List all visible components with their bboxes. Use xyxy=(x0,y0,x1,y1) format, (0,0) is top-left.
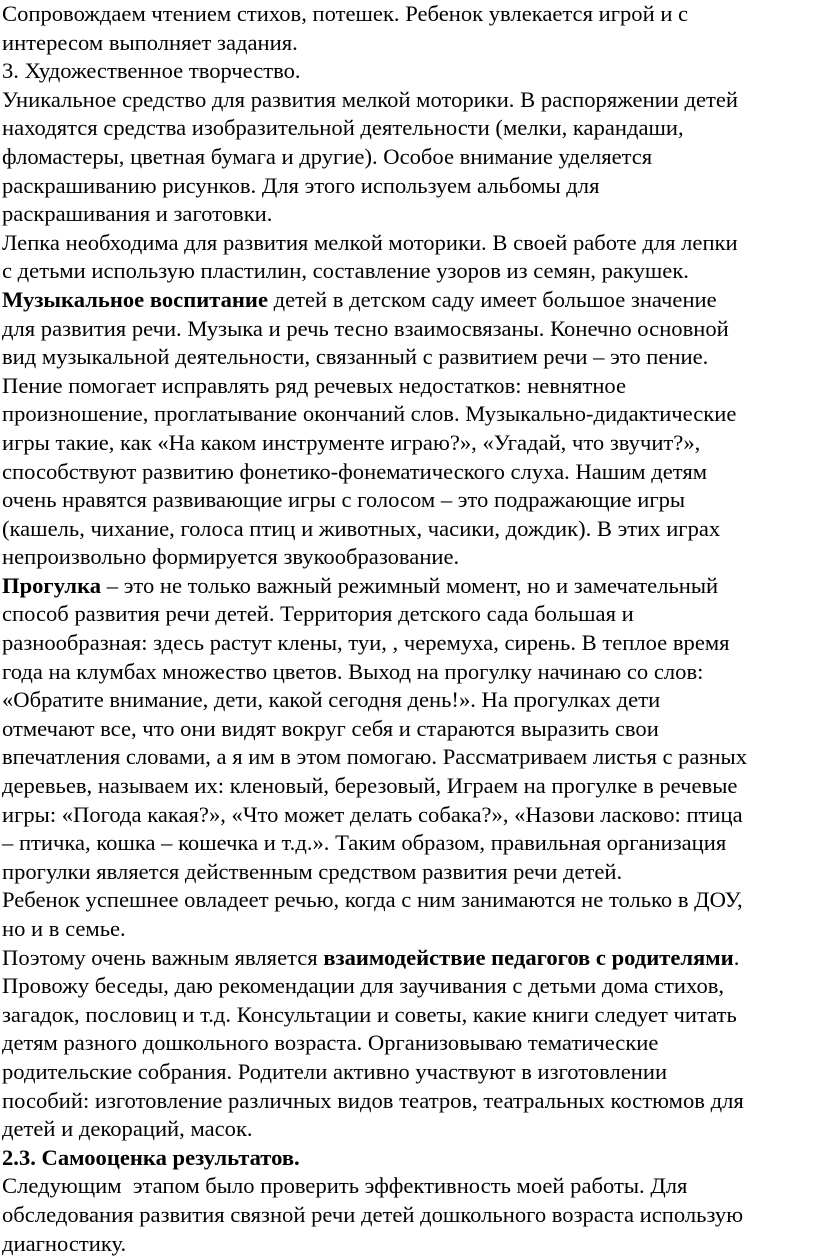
section-heading-art: 3. Художественное творчество. xyxy=(2,58,301,84)
text-line: Сопровождаем чтением стихов, потешек. Ребенок увлекается игрой и с xyxy=(2,1,689,26)
text-line: произношение, проглатывание окончаний слов. Музыкально-дидактические xyxy=(2,401,737,427)
text-line: находятся средства изобразительной деятельности (мелки, карандаши, xyxy=(2,115,684,141)
text-line: пособий: изготовление различных видов театров, театральных костюмов для xyxy=(2,1087,744,1113)
text-line: Пение помогает исправлять ряд речевых недостатков: невнятное xyxy=(2,372,627,398)
bold-term-parents: взаимодействие педагогов с родителями xyxy=(323,944,734,970)
text-line: отмечают все, что они видят вокруг себя и стараются выразить свои xyxy=(2,715,659,741)
text-line: раскрашиванию рисунков. Для этого используем альбомы для xyxy=(2,172,600,198)
text-line: фломастеры, цветная бумага и другие). Особое внимание уделяется xyxy=(2,143,653,169)
text-line: игры: «Погода какая?», «Что может делать собака?», «Назови ласково: птица xyxy=(2,801,743,827)
text-line: Следующим этапом было проверить эффективность моей работы. Для xyxy=(2,1173,688,1199)
text-line: очень нравятся развивающие игры с голосом – это подражающие игры xyxy=(2,487,686,513)
text-line: Уникальное средство для развития мелкой моторики. В распоряжении детей xyxy=(2,86,739,112)
text-line: прогулки является действенным средством развития речи детей. xyxy=(2,858,623,884)
text-line: загадок, пословиц и т.д. Консультации и советы, какие книги следует читать xyxy=(2,1001,737,1027)
text-line: обследования развития связной речи детей дошкольного возраста использую xyxy=(2,1201,744,1227)
text-run: детей в детском саду имеет большое значение xyxy=(267,286,717,312)
bold-heading: 2.3. Самооценка результатов. xyxy=(2,1144,300,1170)
text-line-parents xyxy=(2,944,810,973)
text-line: впечатления словами, а я им в этом помогаю. Рассматриваем листья с разных xyxy=(2,744,747,770)
text-line: деревьев, называем их: кленовый, березовый, Играем на прогулке в речевые xyxy=(2,773,738,799)
text-line: способ развития речи детей. Территория детского сада большая и xyxy=(2,601,634,627)
section-heading-self-assessment xyxy=(2,1144,810,1173)
text-run: Поэтому очень важным является xyxy=(2,944,324,970)
text-run: . xyxy=(733,944,740,970)
text-line: родительские собрания. Родители активно участвуют в изготовлении xyxy=(2,1058,668,1084)
text-line: но и в семье. xyxy=(2,916,126,941)
text-line: Провожу беседы, даю рекомендации для заучивания с детьми дома стихов, xyxy=(2,973,725,999)
text-line: игры такие, как «На каком инструменте играю?», «Угадай, что звучит?», xyxy=(2,429,701,455)
text-line: детям разного дошкольного возраста. Организовываю тематические xyxy=(2,1030,659,1056)
text-line: Ребенок успешнее овладеет речью, когда с ним занимаются не только в ДОУ, xyxy=(2,887,743,913)
text-line: непроизвольно формируется звукообразование. xyxy=(2,544,460,570)
text-line-music xyxy=(2,286,810,315)
text-line: для развития речи. Музыка и речь тесно взаимосвязаны. Конечно основной xyxy=(2,315,729,341)
text-line: разнообразная: здесь растут клены, туи, , черемуха, сирень. В теплое время xyxy=(2,630,730,656)
text-line-walk xyxy=(2,572,810,601)
text-line: раскрашивания и заготовки. xyxy=(2,201,273,227)
text-line: интересом выполняет задания. xyxy=(2,29,298,55)
bold-term-music: Музыкальное воспитание xyxy=(2,286,268,312)
text-line: вид музыкальной деятельности, связанный с развитием речи – это пение. xyxy=(2,344,709,370)
text-line: диагностику. xyxy=(2,1230,127,1256)
text-line: детей и декораций, масок. xyxy=(2,1116,253,1142)
text-line: с детьми использую пластилин, составление узоров из семян, ракушек. xyxy=(2,258,689,284)
text-line: года на клумбах множество цветов. Выход на прогулку начинаю со слов: xyxy=(2,658,704,684)
text-line: Лепка необходима для развития мелкой моторики. В своей работе для лепки xyxy=(2,229,738,255)
text-line: «Обратите внимание, дети, какой сегодня день!». На прогулках дети xyxy=(2,687,661,713)
text-line: способствуют развитию фонетико-фонематического слуха. Нашим детям xyxy=(2,458,708,484)
text-line: – птичка, кошка – кошечка и т.д.». Таким образом, правильная организация xyxy=(2,830,727,856)
text-line: (кашель, чихание, голоса птиц и животных, часики, дождик). В этих играх xyxy=(2,515,721,541)
bold-term-walk: Прогулка xyxy=(2,572,102,598)
text-run: – это не только важный режимный момент, но и замечательный xyxy=(101,572,719,598)
